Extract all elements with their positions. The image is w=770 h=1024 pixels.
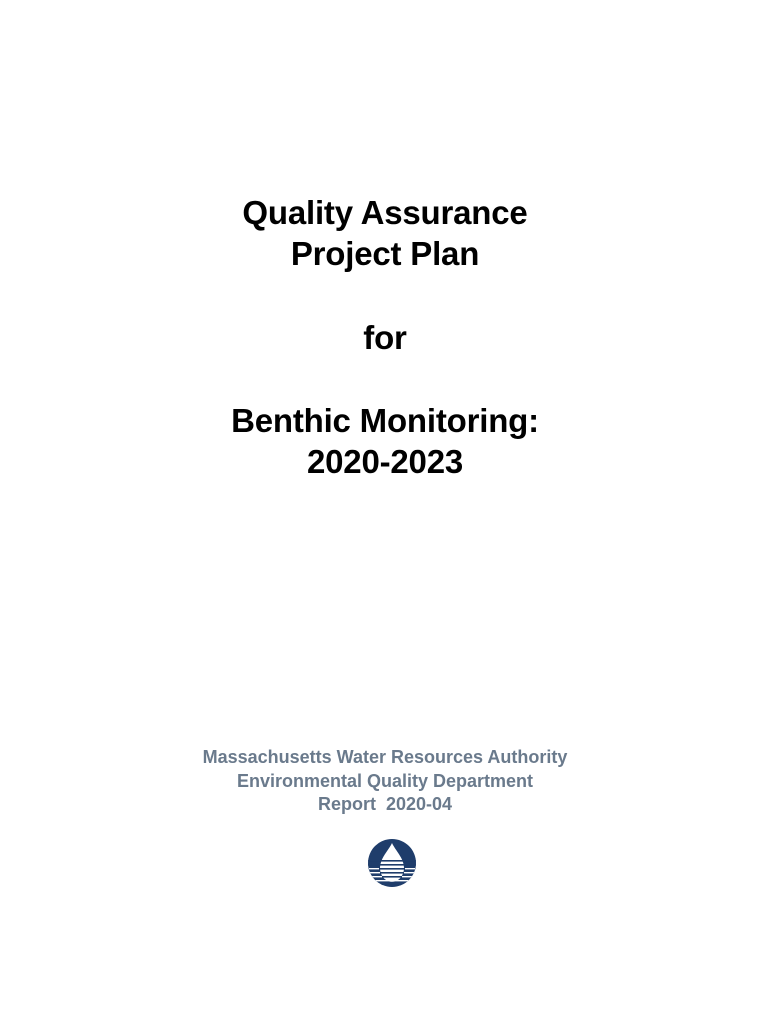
subject-line-2: 2020-2023 [306, 443, 463, 480]
subject-line-1: Benthic Monitoring: [231, 402, 539, 439]
department-name: Environmental Quality Department [236, 770, 534, 791]
document-subject [0, 400, 770, 482]
organization-block [0, 746, 770, 817]
title-connector-text: for [363, 319, 407, 356]
mwra-water-drop-logo-icon [367, 838, 417, 888]
title-line-2: Project Plan [290, 235, 480, 272]
organization-name: Massachusetts Water Resources Authority [202, 747, 568, 767]
title-line-1: Quality Assurance [242, 194, 528, 231]
title-connector [0, 317, 770, 358]
document-title [0, 192, 770, 274]
report-number: Report 2020-04 [317, 794, 453, 814]
